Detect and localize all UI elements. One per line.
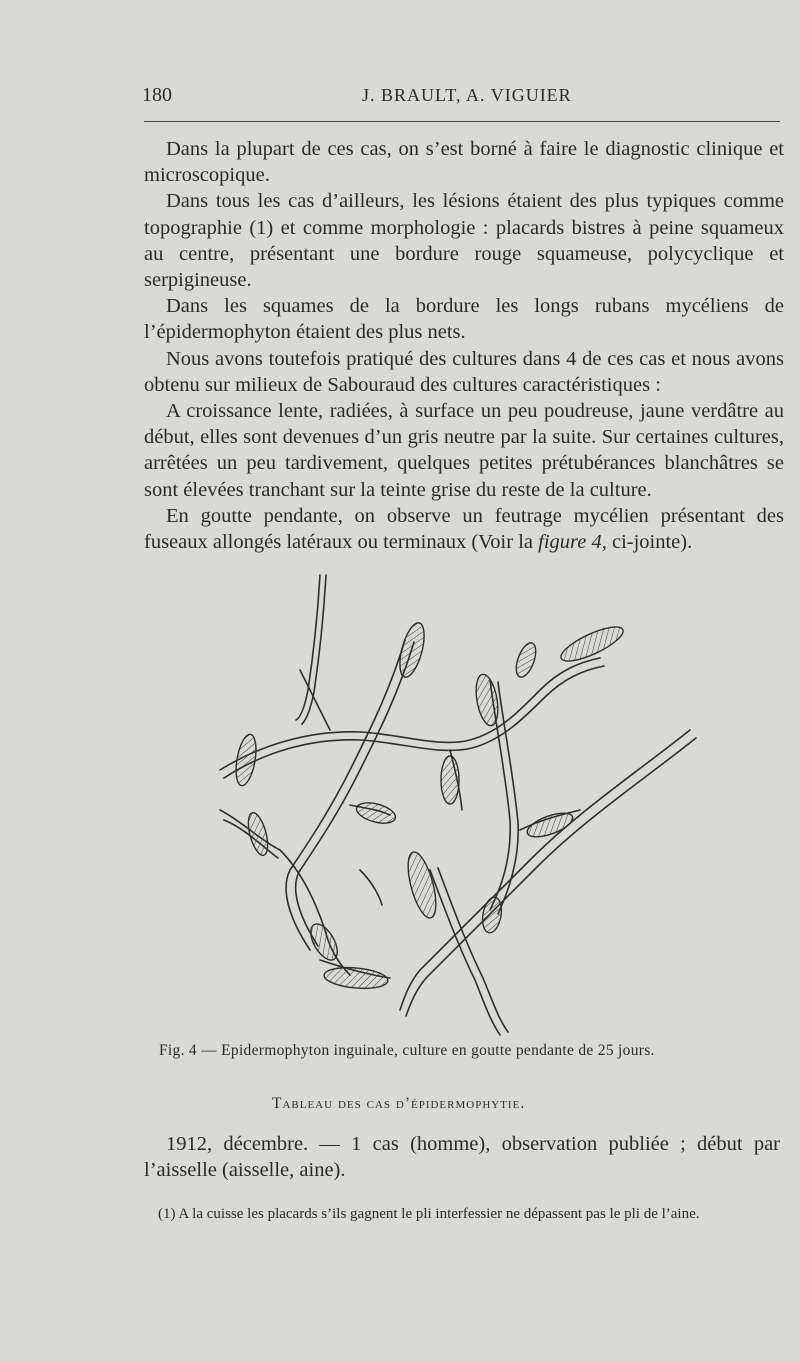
page-number: 180 [142,84,172,106]
paragraph: Nous avons toutefois pratiqué des cultures dans 4 de ces cas et nous avons obtenu sur milieux de Sabouraud des cultures caractéristiques : [144,347,784,396]
figure-reference: figure 4 [538,531,602,554]
paragraph-text: En goutte pendante, on observe un feutrage mycélien présentant des fuseaux allongés latéraux ou terminaux (Voir la [144,504,784,554]
paragraph-text: , ci-jointe). [601,531,693,554]
footnote-text: (1) A la cuisse les placards s’ils gagnent le pli interfessier ne dépassent pas le pli de l’aine. [158,1206,700,1222]
table-title: Tableau des cas d’épidermophytie. [272,1095,526,1112]
header-authors: J. BRAULT, A. VIGUIER [362,85,572,105]
header-rule [144,121,780,122]
paragraph: Dans tous les cas d’ailleurs, les lésions étaient des plus typiques comme topographie (1) et comme morphologie : placards bistres à peine squameux au centre, présentant une bordure rouge squameuse, polycyclique et serpigineuse. [144,190,784,292]
case-entry-text: 1912, décembre. — 1 cas (homme), observation publiée ; début par l’aisselle (aisselle, aine). [144,1133,780,1181]
paragraph [144,503,784,555]
paragraph: Dans la plupart de ces cas, on s’est borné à faire le diagnostic clinique et microscopique. [144,138,784,187]
case-entry [144,1131,780,1183]
figure-caption: Fig. 4 — Epidermophyton inguinale, culture en goutte pendante de 25 jours. [159,1042,655,1059]
running-head [140,82,780,112]
mycelium-illustration [200,570,710,1040]
footnote [144,1205,770,1224]
spindle-spores [233,620,627,990]
paragraph: Dans les squames de la bordure les longs rubans mycéliens de l’épidermophyton étaient des plus nets. [144,295,784,344]
body-text [144,136,784,555]
paragraph: A croissance lente, radiées, à surface un peu poudreuse, jaune verdâtre au début, elles sont devenues d’un gris neutre par la suite. Sur certaines cultures, arrêtées un peu tardivement, quelques petites prétubérances blanchâtres se sont élevées tranchant sur la teinte grise du reste de la culture. [144,400,784,501]
hyphae-lines [220,575,696,1035]
